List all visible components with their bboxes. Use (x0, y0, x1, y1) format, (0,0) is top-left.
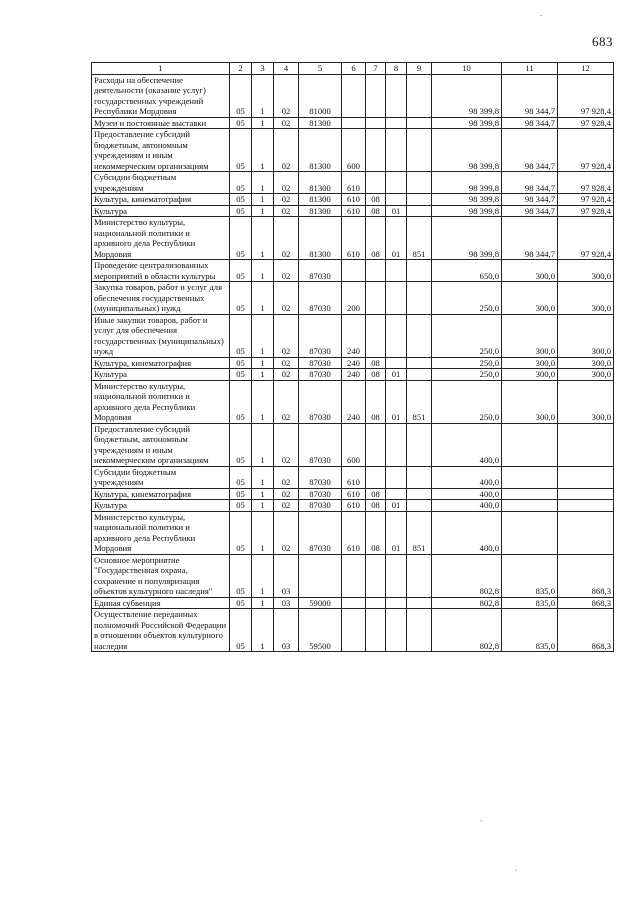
row-description: Субсидии бюджетным учреждениям (92, 172, 230, 194)
code-cell (407, 74, 432, 117)
table-row (92, 488, 614, 500)
amount-cell: 250,0 (432, 380, 502, 423)
budget-table (91, 62, 614, 652)
row-description: Музеи и постоянные выставки (92, 117, 230, 129)
amount-cell: 300,0 (558, 380, 614, 423)
code-cell (366, 314, 386, 357)
code-cell: 610 (342, 466, 366, 488)
row-description: Единая субвенция (92, 597, 230, 609)
amount-cell: 98 344,7 (502, 117, 558, 129)
table-header-row (92, 63, 614, 75)
table-row (92, 74, 614, 117)
table-row (92, 117, 614, 129)
code-cell: 59000 (299, 597, 342, 609)
table-row (92, 380, 614, 423)
amount-cell: 97 928,4 (558, 194, 614, 206)
code-cell (386, 554, 407, 597)
code-cell: 05 (230, 554, 252, 597)
code-cell (366, 554, 386, 597)
amount-cell: 98 399,8 (432, 194, 502, 206)
code-cell: 851 (407, 511, 432, 554)
code-cell: 1 (252, 172, 274, 194)
code-cell (386, 260, 407, 282)
amount-cell: 835,0 (502, 609, 558, 652)
code-cell: 05 (230, 260, 252, 282)
code-cell (407, 369, 432, 381)
amount-cell: 98 344,7 (502, 172, 558, 194)
code-cell (366, 74, 386, 117)
amount-cell: 98 344,7 (502, 74, 558, 117)
code-cell (342, 609, 366, 652)
table-row (92, 369, 614, 381)
amount-cell: 650,0 (432, 260, 502, 282)
code-cell: 02 (274, 282, 299, 315)
code-cell (407, 423, 432, 466)
code-cell: 240 (342, 357, 366, 369)
code-cell: 81300 (299, 129, 342, 172)
row-description: Иные закупки товаров, работ и услуг для обеспечения государственных (муниципальных) нужд (92, 314, 230, 357)
amount-cell: 868,3 (558, 609, 614, 652)
code-cell: 05 (230, 172, 252, 194)
code-cell (407, 172, 432, 194)
code-cell (407, 357, 432, 369)
row-description: Предоставление субсидий бюджетным, автономным учреждениям и иным некоммерческим организациям (92, 423, 230, 466)
amount-cell (502, 466, 558, 488)
amount-cell: 98 399,8 (432, 117, 502, 129)
code-cell: 05 (230, 74, 252, 117)
code-cell: 87030 (299, 282, 342, 315)
header-cell: 9 (407, 63, 432, 75)
code-cell (407, 500, 432, 512)
table-row (92, 172, 614, 194)
amount-cell: 97 928,4 (558, 172, 614, 194)
amount-cell: 97 928,4 (558, 74, 614, 117)
code-cell: 08 (366, 488, 386, 500)
amount-cell: 98 344,7 (502, 129, 558, 172)
code-cell: 610 (342, 488, 366, 500)
code-cell: 05 (230, 194, 252, 206)
code-cell: 610 (342, 500, 366, 512)
code-cell: 02 (274, 260, 299, 282)
code-cell: 01 (386, 500, 407, 512)
code-cell: 1 (252, 554, 274, 597)
amount-cell: 250,0 (432, 357, 502, 369)
code-cell: 851 (407, 217, 432, 260)
scan-speck (540, 15, 542, 16)
code-cell: 08 (366, 369, 386, 381)
code-cell: 1 (252, 609, 274, 652)
code-cell: 87030 (299, 380, 342, 423)
amount-cell (502, 511, 558, 554)
amount-cell: 400,0 (432, 511, 502, 554)
table-row (92, 194, 614, 206)
code-cell: 1 (252, 74, 274, 117)
code-cell: 87030 (299, 357, 342, 369)
code-cell: 05 (230, 500, 252, 512)
code-cell: 87030 (299, 466, 342, 488)
code-cell: 02 (274, 217, 299, 260)
page-number: 683 (592, 34, 613, 49)
row-description: Субсидии бюджетным учреждениям (92, 466, 230, 488)
code-cell: 05 (230, 205, 252, 217)
amount-cell: 98 399,8 (432, 74, 502, 117)
code-cell: 05 (230, 488, 252, 500)
amount-cell: 300,0 (558, 314, 614, 357)
amount-cell: 802,8 (432, 554, 502, 597)
header-cell: 1 (92, 63, 230, 75)
amount-cell: 98 399,8 (432, 129, 502, 172)
code-cell: 1 (252, 314, 274, 357)
amount-cell: 835,0 (502, 597, 558, 609)
code-cell: 1 (252, 511, 274, 554)
code-cell: 240 (342, 314, 366, 357)
code-cell: 1 (252, 217, 274, 260)
header-cell: 10 (432, 63, 502, 75)
row-description: Культура (92, 500, 230, 512)
row-description: Министерство культуры, национальной политики и архивного дела Республики Мордовия (92, 380, 230, 423)
code-cell: 87030 (299, 488, 342, 500)
code-cell (366, 609, 386, 652)
code-cell: 02 (274, 117, 299, 129)
table-row (92, 260, 614, 282)
code-cell (407, 129, 432, 172)
code-cell: 01 (386, 205, 407, 217)
code-cell: 87030 (299, 500, 342, 512)
code-cell: 05 (230, 597, 252, 609)
code-cell: 03 (274, 554, 299, 597)
code-cell: 05 (230, 466, 252, 488)
code-cell (366, 282, 386, 315)
code-cell: 08 (366, 357, 386, 369)
table-row (92, 423, 614, 466)
row-description: Закупка товаров, работ и услуг для обеспечения государственных (муниципальных) нужд (92, 282, 230, 315)
amount-cell (558, 511, 614, 554)
code-cell: 05 (230, 314, 252, 357)
code-cell: 87030 (299, 314, 342, 357)
code-cell: 05 (230, 369, 252, 381)
table-row (92, 500, 614, 512)
row-description: Культура, кинематография (92, 357, 230, 369)
code-cell: 02 (274, 488, 299, 500)
amount-cell: 300,0 (502, 380, 558, 423)
amount-cell: 400,0 (432, 500, 502, 512)
header-cell: 5 (299, 63, 342, 75)
code-cell (386, 357, 407, 369)
amount-cell: 400,0 (432, 423, 502, 466)
code-cell: 240 (342, 369, 366, 381)
header-cell: 11 (502, 63, 558, 75)
code-cell: 1 (252, 260, 274, 282)
code-cell (407, 488, 432, 500)
code-cell: 1 (252, 282, 274, 315)
code-cell (386, 74, 407, 117)
amount-cell: 802,8 (432, 609, 502, 652)
amount-cell: 98 344,7 (502, 217, 558, 260)
amount-cell: 868,3 (558, 597, 614, 609)
code-cell: 59500 (299, 609, 342, 652)
code-cell: 03 (274, 609, 299, 652)
amount-cell (558, 466, 614, 488)
code-cell: 600 (342, 423, 366, 466)
code-cell (407, 609, 432, 652)
code-cell (342, 74, 366, 117)
code-cell: 851 (407, 380, 432, 423)
code-cell: 02 (274, 466, 299, 488)
code-cell: 240 (342, 380, 366, 423)
code-cell: 05 (230, 423, 252, 466)
code-cell: 05 (230, 511, 252, 554)
code-cell: 05 (230, 357, 252, 369)
code-cell (366, 597, 386, 609)
code-cell (407, 282, 432, 315)
amount-cell: 97 928,4 (558, 129, 614, 172)
code-cell (407, 554, 432, 597)
code-cell: 1 (252, 357, 274, 369)
code-cell: 1 (252, 500, 274, 512)
code-cell: 1 (252, 117, 274, 129)
amount-cell: 300,0 (502, 282, 558, 315)
code-cell: 08 (366, 500, 386, 512)
table-row (92, 282, 614, 315)
code-cell: 1 (252, 423, 274, 466)
code-cell: 05 (230, 380, 252, 423)
row-description: Проведение централизованных мероприятий в области культуры (92, 260, 230, 282)
row-description: Министерство культуры, национальной политики и архивного дела Республики Мордовия (92, 511, 230, 554)
code-cell: 02 (274, 357, 299, 369)
code-cell: 610 (342, 205, 366, 217)
row-description: Культура (92, 205, 230, 217)
amount-cell: 250,0 (432, 314, 502, 357)
scan-speck (480, 820, 482, 821)
code-cell (386, 314, 407, 357)
amount-cell (502, 488, 558, 500)
amount-cell: 98 344,7 (502, 205, 558, 217)
code-cell: 08 (366, 380, 386, 423)
code-cell (407, 466, 432, 488)
amount-cell: 97 928,4 (558, 117, 614, 129)
code-cell: 01 (386, 511, 407, 554)
code-cell (386, 194, 407, 206)
code-cell: 81300 (299, 205, 342, 217)
code-cell: 1 (252, 205, 274, 217)
code-cell: 02 (274, 129, 299, 172)
code-cell: 610 (342, 511, 366, 554)
amount-cell: 868,3 (558, 554, 614, 597)
code-cell: 02 (274, 172, 299, 194)
code-cell: 02 (274, 74, 299, 117)
amount-cell (558, 500, 614, 512)
amount-cell: 250,0 (432, 282, 502, 315)
code-cell (407, 314, 432, 357)
amount-cell: 97 928,4 (558, 217, 614, 260)
code-cell: 08 (366, 217, 386, 260)
table-row (92, 217, 614, 260)
amount-cell: 300,0 (502, 357, 558, 369)
code-cell: 08 (366, 194, 386, 206)
code-cell: 87030 (299, 511, 342, 554)
header-cell: 7 (366, 63, 386, 75)
table-row (92, 205, 614, 217)
code-cell: 81000 (299, 74, 342, 117)
amount-cell: 400,0 (432, 466, 502, 488)
header-cell: 4 (274, 63, 299, 75)
scan-speck (515, 870, 517, 871)
amount-cell (502, 500, 558, 512)
code-cell (386, 129, 407, 172)
code-cell: 02 (274, 380, 299, 423)
code-cell (366, 172, 386, 194)
code-cell: 610 (342, 217, 366, 260)
code-cell: 600 (342, 129, 366, 172)
code-cell (386, 609, 407, 652)
code-cell (407, 205, 432, 217)
row-description: Основное мероприятие "Государственная охрана, сохранение и популяризация объектов культурного наследия" (92, 554, 230, 597)
code-cell (366, 260, 386, 282)
amount-cell: 300,0 (558, 357, 614, 369)
row-description: Культура, кинематография (92, 488, 230, 500)
amount-cell (502, 423, 558, 466)
header-cell: 12 (558, 63, 614, 75)
table-row (92, 466, 614, 488)
code-cell: 81300 (299, 194, 342, 206)
code-cell (342, 554, 366, 597)
code-cell (386, 117, 407, 129)
code-cell (386, 466, 407, 488)
code-cell (386, 282, 407, 315)
amount-cell: 250,0 (432, 369, 502, 381)
amount-cell: 98 344,7 (502, 194, 558, 206)
code-cell (407, 117, 432, 129)
row-description: Предоставление субсидий бюджетным, автономным учреждениям и иным некоммерческим организациям (92, 129, 230, 172)
code-cell: 05 (230, 217, 252, 260)
code-cell: 1 (252, 369, 274, 381)
code-cell: 81300 (299, 117, 342, 129)
code-cell: 1 (252, 129, 274, 172)
amount-cell: 400,0 (432, 488, 502, 500)
code-cell (366, 423, 386, 466)
code-cell (386, 172, 407, 194)
code-cell (386, 488, 407, 500)
code-cell: 81300 (299, 217, 342, 260)
code-cell: 08 (366, 205, 386, 217)
code-cell: 05 (230, 129, 252, 172)
table-row (92, 511, 614, 554)
row-description: Осуществление переданных полномочий Российской Федерации в отношении объектов культурного наследия (92, 609, 230, 652)
amount-cell: 300,0 (502, 260, 558, 282)
code-cell (366, 117, 386, 129)
row-description: Культура, кинематография (92, 194, 230, 206)
code-cell: 02 (274, 314, 299, 357)
code-cell: 02 (274, 511, 299, 554)
code-cell (342, 117, 366, 129)
code-cell: 1 (252, 466, 274, 488)
table-row (92, 609, 614, 652)
code-cell: 02 (274, 194, 299, 206)
row-description: Расходы на обеспечение деятельности (оказание услуг) государственных учреждений Республики Мордовия (92, 74, 230, 117)
code-cell: 02 (274, 500, 299, 512)
table-row (92, 554, 614, 597)
amount-cell: 802,8 (432, 597, 502, 609)
header-cell: 8 (386, 63, 407, 75)
code-cell: 02 (274, 423, 299, 466)
code-cell (407, 194, 432, 206)
code-cell: 02 (274, 205, 299, 217)
code-cell: 87030 (299, 423, 342, 466)
amount-cell (558, 423, 614, 466)
code-cell (366, 129, 386, 172)
row-description: Министерство культуры, национальной политики и архивного дела Республики Мордовия (92, 217, 230, 260)
code-cell: 1 (252, 194, 274, 206)
table-row (92, 314, 614, 357)
amount-cell: 98 399,8 (432, 217, 502, 260)
amount-cell: 835,0 (502, 554, 558, 597)
code-cell: 610 (342, 194, 366, 206)
table-row (92, 357, 614, 369)
header-cell: 6 (342, 63, 366, 75)
code-cell: 08 (366, 511, 386, 554)
code-cell: 02 (274, 369, 299, 381)
amount-cell: 98 399,8 (432, 172, 502, 194)
row-description: Культура (92, 369, 230, 381)
code-cell: 1 (252, 488, 274, 500)
amount-cell: 300,0 (558, 282, 614, 315)
amount-cell: 300,0 (502, 314, 558, 357)
header-cell: 2 (230, 63, 252, 75)
code-cell (342, 597, 366, 609)
code-cell: 610 (342, 172, 366, 194)
code-cell: 03 (274, 597, 299, 609)
code-cell (386, 423, 407, 466)
code-cell: 01 (386, 369, 407, 381)
amount-cell: 98 399,8 (432, 205, 502, 217)
amount-cell: 300,0 (558, 260, 614, 282)
code-cell: 87030 (299, 260, 342, 282)
code-cell: 01 (386, 380, 407, 423)
table-row (92, 129, 614, 172)
amount-cell: 300,0 (558, 369, 614, 381)
amount-cell: 300,0 (502, 369, 558, 381)
code-cell (299, 554, 342, 597)
code-cell: 05 (230, 117, 252, 129)
code-cell (407, 597, 432, 609)
code-cell: 1 (252, 597, 274, 609)
header-cell: 3 (252, 63, 274, 75)
amount-cell (558, 488, 614, 500)
code-cell: 05 (230, 282, 252, 315)
code-cell: 01 (386, 217, 407, 260)
code-cell: 1 (252, 380, 274, 423)
code-cell (342, 260, 366, 282)
code-cell (407, 260, 432, 282)
amount-cell: 97 928,4 (558, 205, 614, 217)
table-row (92, 597, 614, 609)
code-cell: 05 (230, 609, 252, 652)
code-cell (386, 597, 407, 609)
code-cell (366, 466, 386, 488)
code-cell: 81300 (299, 172, 342, 194)
code-cell: 200 (342, 282, 366, 315)
code-cell: 87030 (299, 369, 342, 381)
